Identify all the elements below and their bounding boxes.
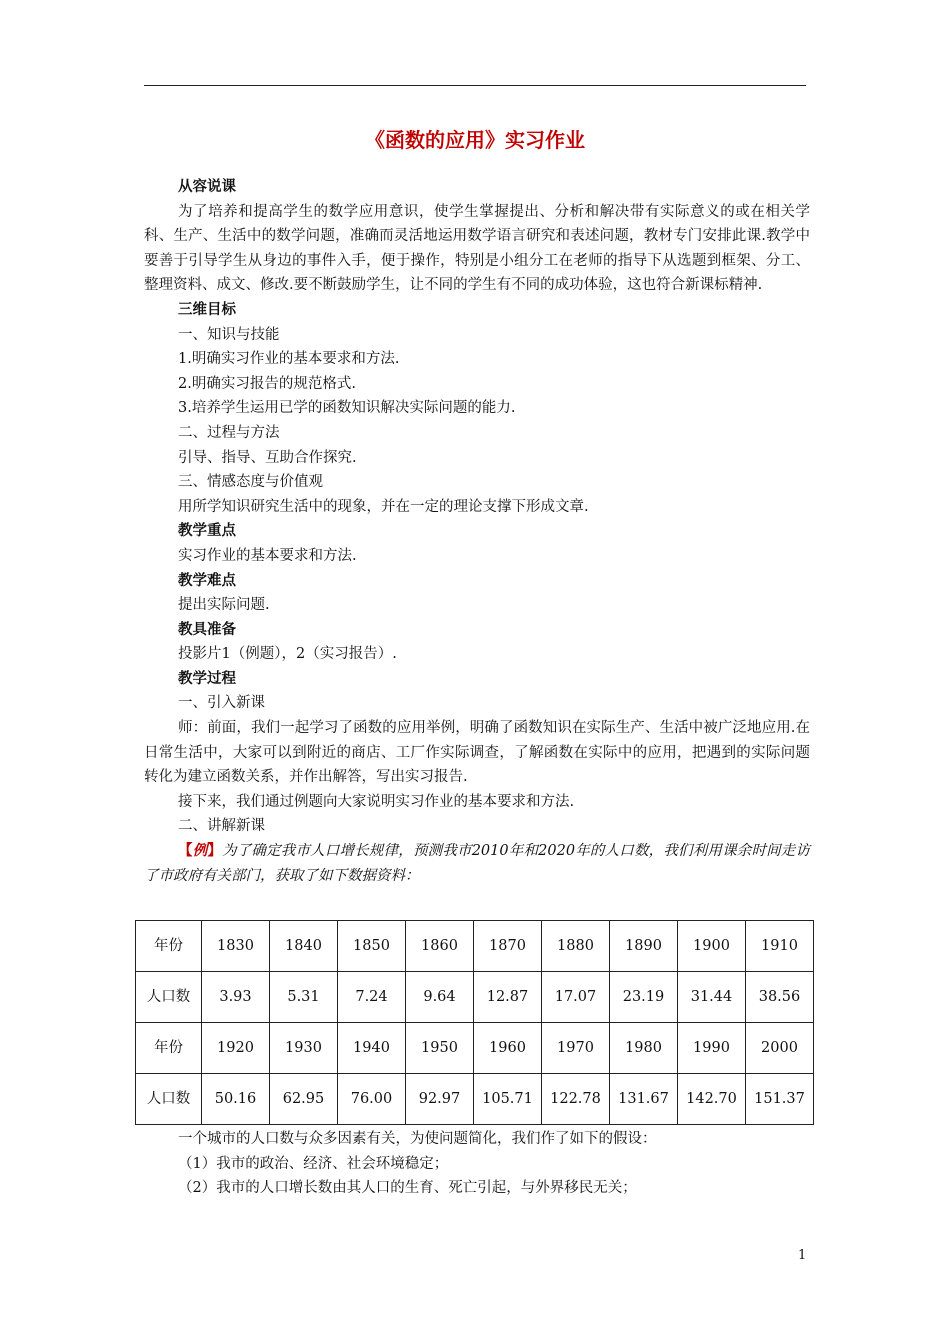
table-row — [136, 1023, 814, 1074]
goal1-item: 1.明确实习作业的基本要求和方法. — [178, 351, 400, 368]
population-cell: 151.37 — [746, 1074, 814, 1125]
assumption-item: （1）我市的政治、经济、社会环境稳定； — [178, 1155, 449, 1172]
year-cell: 1970 — [542, 1023, 610, 1074]
population-label-cell: 人口数 — [136, 1074, 202, 1125]
population-table-2 — [135, 1022, 814, 1125]
year-cell: 1910 — [746, 921, 814, 972]
population-cell: 7.24 — [338, 972, 406, 1023]
page-title: 《函数的应用》实习作业 — [365, 128, 585, 152]
example-paragraph — [144, 839, 810, 888]
year-cell: 1840 — [270, 921, 338, 972]
population-cell: 23.19 — [610, 972, 678, 1023]
document-body — [144, 175, 810, 888]
year-cell: 1860 — [406, 921, 474, 972]
step1-title: 一、引入新课 — [178, 695, 265, 712]
population-cell: 12.87 — [474, 972, 542, 1023]
year-cell: 2000 — [746, 1023, 814, 1074]
process-heading: 教学过程 — [178, 670, 236, 687]
population-cell: 122.78 — [542, 1074, 610, 1125]
example-label: 例 — [192, 842, 208, 860]
goal2-title: 二、过程与方法 — [178, 424, 280, 441]
year-label-cell: 年份 — [136, 921, 202, 972]
difficulty-heading: 教学难点 — [178, 572, 236, 589]
example-text: 为了确定我市人口增长规律，预测我市2010年和2020年的人口数，我们利用课余时间走访了市政府有关部门，获取了如下数据资料： — [144, 843, 810, 884]
population-cell: 131.67 — [610, 1074, 678, 1125]
year-cell: 1880 — [542, 921, 610, 972]
population-cell: 62.95 — [270, 1074, 338, 1125]
year-cell: 1930 — [270, 1023, 338, 1074]
intro-heading: 从容说课 — [178, 179, 236, 195]
step1-paragraph-2: 接下来，我们通过例题向大家说明实习作业的基本要求和方法. — [178, 793, 575, 810]
population-cell: 76.00 — [338, 1074, 406, 1125]
year-cell: 1900 — [678, 921, 746, 972]
step2-title: 二、讲解新课 — [178, 818, 265, 835]
population-cell: 31.44 — [678, 972, 746, 1023]
year-cell: 1940 — [338, 1023, 406, 1074]
population-cell: 17.07 — [542, 972, 610, 1023]
goal1-item: 2.明确实习报告的规范格式. — [178, 375, 356, 392]
table-row — [136, 972, 814, 1023]
difficulty-text: 提出实际问题. — [178, 597, 270, 614]
year-cell: 1990 — [678, 1023, 746, 1074]
year-cell: 1890 — [610, 921, 678, 972]
example-open-bracket: 【 — [178, 842, 193, 860]
year-cell: 1850 — [338, 921, 406, 972]
page-number: 1 — [798, 1248, 807, 1263]
tools-heading: 教具准备 — [178, 621, 236, 638]
population-cell: 9.64 — [406, 972, 474, 1023]
key-heading: 教学重点 — [178, 523, 236, 540]
goal1-title: 一、知识与技能 — [178, 326, 280, 343]
goal1-item: 3.培养学生运用已学的函数知识解决实际问题的能力. — [178, 400, 516, 417]
step1-paragraph: 师：前面，我们一起学习了函数的应用举例，明确了函数知识在实际生产、生活中被广泛地应用.在日常生活中，大家可以到附近的商店、工厂作实际调查，了解函数在实际中的应用，把遇到的实际问题转化为建立函数关系，并作出解答，写出实习报告. — [144, 720, 810, 786]
goal3-text: 用所学知识研究生活中的现象，并在一定的理论支撑下形成文章. — [178, 498, 589, 515]
example-close-bracket: 】 — [207, 842, 223, 860]
population-cell: 50.16 — [202, 1074, 270, 1125]
year-label-cell: 年份 — [136, 1023, 202, 1074]
year-cell: 1830 — [202, 921, 270, 972]
population-cell: 142.70 — [678, 1074, 746, 1125]
population-cell: 3.93 — [202, 972, 270, 1023]
assumptions-block — [144, 1127, 810, 1201]
population-label-cell: 人口数 — [136, 972, 202, 1023]
year-cell: 1920 — [202, 1023, 270, 1074]
goals-heading: 三维目标 — [178, 301, 236, 318]
year-cell: 1980 — [610, 1023, 678, 1074]
table-row — [136, 1074, 814, 1125]
population-cell: 38.56 — [746, 972, 814, 1023]
assumptions-intro: 一个城市的人口数与众多因素有关，为使问题简化，我们作了如下的假设： — [178, 1131, 657, 1147]
year-cell: 1950 — [406, 1023, 474, 1074]
goal2-text: 引导、指导、互助合作探究. — [178, 449, 357, 466]
population-cell: 105.71 — [474, 1074, 542, 1125]
population-table-1 — [135, 920, 814, 1023]
table-row — [136, 921, 814, 972]
intro-paragraph: 为了培养和提高学生的数学应用意识，使学生掌握提出、分析和解决带有实际意义的或在相关学科、生产、生活中的数学问题，准确而灵活地运用数学语言研究和表述问题，教材专门安排此课.教学中要善于引导学生从身边的事件入手，便于操作，特别是小组分工在老师的指导下从选题到框架、分工、整理资料、成文、修改.要不断鼓励学生，让不同的学生有不同的成功体验，这也符合新课标精神. — [144, 203, 810, 294]
year-cell: 1960 — [474, 1023, 542, 1074]
key-text: 实习作业的基本要求和方法. — [178, 547, 357, 564]
tools-text: 投影片1（例题），2（实习报告）. — [178, 646, 397, 663]
assumption-item: （2）我市的人口增长数由其人口的生育、死亡引起，与外界移民无关； — [178, 1180, 637, 1197]
population-cell: 5.31 — [270, 972, 338, 1023]
header-rule — [144, 85, 806, 86]
year-cell: 1870 — [474, 921, 542, 972]
population-cell: 92.97 — [406, 1074, 474, 1125]
goal3-title: 三、情感态度与价值观 — [178, 474, 323, 491]
